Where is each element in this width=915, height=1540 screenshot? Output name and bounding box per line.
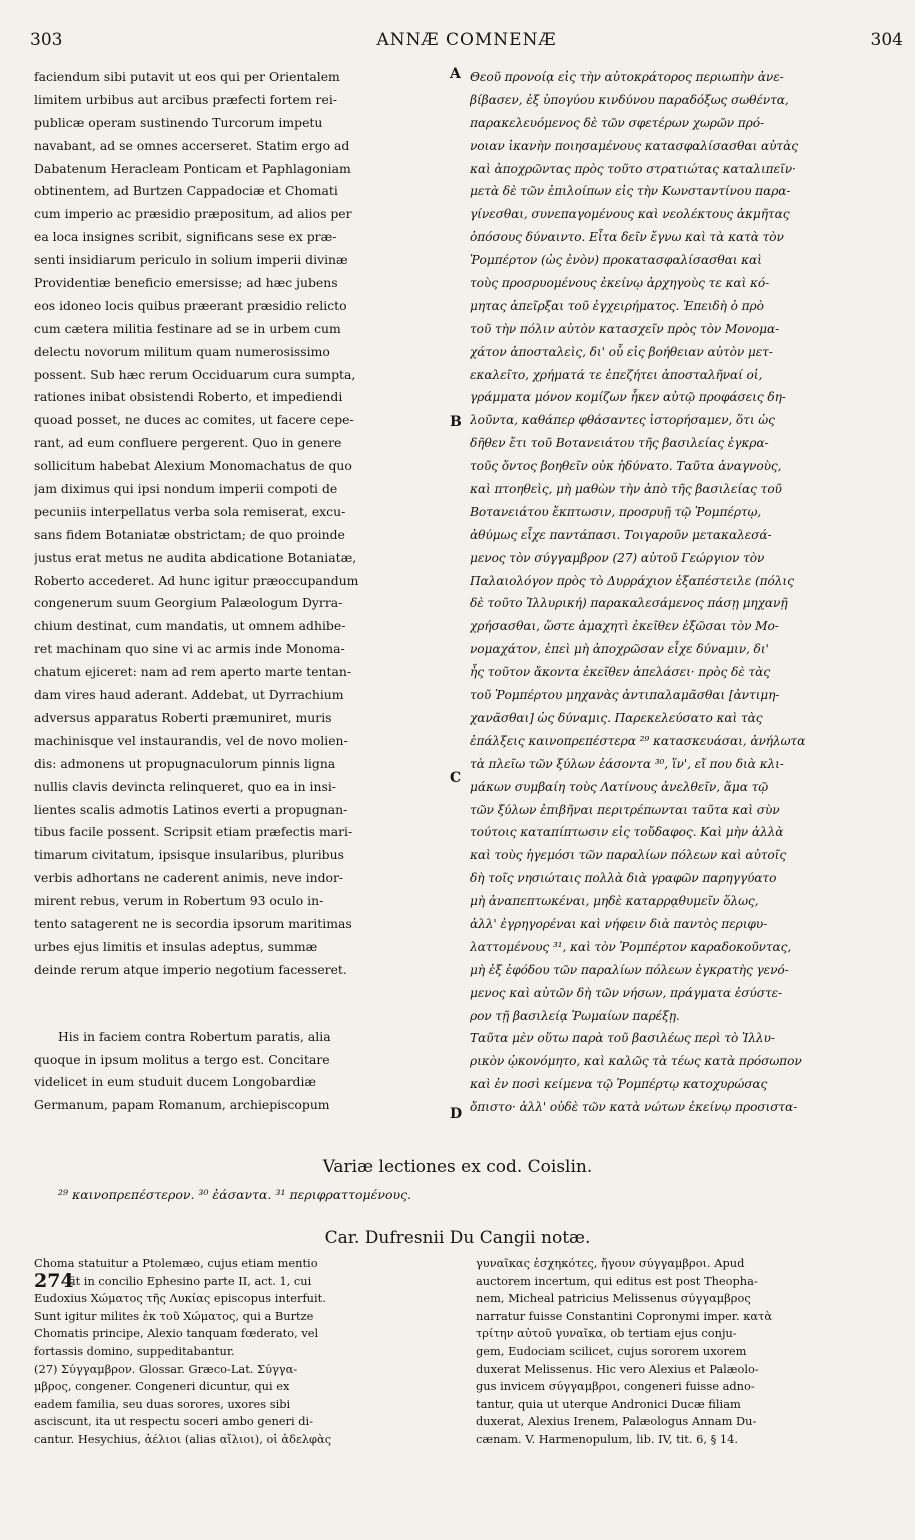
latin-line: jam diximus qui ipsi nondum imperii compoti de [34,481,338,497]
notae-heading: Car. Dufresnii Du Cangii notæ. [324,1228,591,1248]
greek-line: χανᾶσθαι] ὡς δύναμις. Παρεκελεύσατο καὶ τὰς [470,710,763,725]
greek-line: ἐπάλξεις καινοπρεπέστερα ²⁹ κατασκευάσαι, ἀνήλωτα [470,733,806,748]
latin-line: quoad posset, ne duces ac comites, ut facere cepe- [34,412,354,428]
note-line: gus invicem σύγγαμβροι, congeneri fuisse adno- [476,1379,755,1394]
latin-line: nullis clavis devincta relinqueret, quo ea in insi- [34,778,336,794]
variae-lectiones-text: ²⁹ καινοπρεπέστερον. ³⁰ ἐάσαντα. ³¹ περιφραττομένους. [58,1187,412,1202]
latin-line: senti insidiarum periculo in solium imperii divinæ [34,252,348,268]
greek-line: τοῦς ὄντος βοηθεῖν οὐκ ἠδύνατο. Ταῦτα ἀναγνοὺς, [470,459,782,474]
greek-line: μὴ ἀναπεπτωκέναι, μηδὲ καταρρᾳθυμεῖν ὅλως, [470,894,759,909]
latin-line: timarum civitatum, ipsisque insularibus, pluribus [34,847,344,863]
note-line: τρίτην αὐτοῦ γυναῖκα, ob tertiam ejus conju- [476,1326,737,1341]
greek-line: μενος τὸν σύγγαμβρον (27) αὐτοῦ Γεώργιον τὸν [470,550,765,565]
greek-line: Ταῦτα μὲν οὕτω παρὰ τοῦ βασιλέως περὶ τὸ Ἰλλυ- [470,1031,775,1046]
latin-line: dam vires haud aderant. Addebat, ut Dyrrachium [34,687,344,703]
note-line: μβρος, congener. Congeneri dicuntur, qui ex [34,1379,290,1394]
latin-line: tento satagerent ne is secordia ipsorum maritimas [34,915,352,931]
latin-line: Dabatenum Heracleam Ponticam et Paphlagoniam [34,160,351,176]
note-number: 274 [34,1270,74,1292]
margin-marker-c: C [450,770,462,786]
latin-line: cum cætera militia festinare ad se in urbem cum [34,320,341,336]
latin-line: limitem urbibus aut arcibus præfecti fortem rei- [34,91,337,107]
greek-line: ρον τῇ βασιλείᾳ Ῥωμαίων παρέξῃ. [470,1008,680,1023]
latin-line: pecuniis interpellatus verba sola remiserat, excu- [34,503,346,519]
greek-line: νοιαν ἱκανὴν ποιησαμένους κατασφαλίσασθαι αὐτὰς [470,138,798,153]
greek-line: ὄπιστο· ἀλλ' οὐδὲ τῶν κατὰ νώτων ἐκείνῳ προσιστα- [470,1100,798,1115]
latin-paragraph-2 [34,1026,446,1118]
greek-line: παρακελευόμενος δὲ τῶν σφετέρων χωρῶν πρό- [470,115,765,130]
latin-line: faciendum sibi putavit ut eos qui per Orientalem [34,69,340,84]
latin-line: chium destinat, cum mandatis, ut omnem adhibe- [34,618,346,634]
latin-line: rant, ad eum confluere pergerent. Quo in genere [34,435,342,451]
greek-line: ρικὸν ᾠκονόμητο, καὶ καλῶς τὰ τέως κατὰ πρόσωπον [470,1054,802,1069]
page-header [30,30,903,60]
greek-line: δὲ τοῦτο Ἰλλυρική) παρακαλεσάμενος πάσῃ μηχανῇ [470,596,788,611]
greek-line: καὶ τοὺς ἡγεμόσι τῶν παραλίων πόλεων καὶ αὐτοῖς [470,848,787,863]
greek-line: Βοτανειάτου ἔκπτωσιν, προσρυῇ τῷ Ῥομπέρτῳ, [470,504,762,519]
latin-line: possent. Sub hæc rerum Occiduarum cura sumpta, [34,366,356,382]
page-number-left: 303 [30,30,63,50]
greek-line: Θεοῦ προνοίᾳ εἰς τὴν αὐτοκράτορος περιωπὴν ἀνε- [470,70,784,84]
note-line: fortassis domino, suppeditabantur. [34,1343,235,1358]
greek-line: Παλαιολόγον πρὸς τὸ Δυρράχιον ἐξαπέστειλε (πόλις [470,573,794,588]
latin-line: sollicitum habebat Alexium Monomachatus de quo [34,458,352,474]
greek-line: τὰ πλεῖω τῶν ξύλων ἐάσοντα ³⁰, ἵν', εἴ που διὰ κλι- [470,756,784,771]
latin-line: quoque in ipsum molitus a tergo est. Concitare [34,1051,330,1067]
latin-line: videlicet in eum studuit ducem Longobardiæ [34,1074,317,1090]
latin-line: machinisque vel instaurandis, vel de novo molien- [34,732,348,748]
greek-line: μετὰ δὲ τῶν ἐπιλοίπων εἰς τὴν Κωνσταντίνου παρα- [470,184,791,199]
latin-line: chatum ejiceret: nam ad rem aperto marte tentan- [34,664,352,680]
note-line: Choma statuitur a Ptolemæo, cujus etiam mentio [34,1256,318,1270]
latin-line: sans fidem Botaniatæ obstrictam; de quo proinde [34,526,345,542]
greek-line: ἧς τοῦτον ἄκοντα ἐκεῖθεν ἀπελάσει· πρὸς δὲ τὰς [470,665,770,680]
greek-line: χρήσασθαι, ὥστε ἀμαχητὶ ἐκεῖθεν ἐξῶσαι τὸν Μο- [470,619,779,634]
latin-line: justus erat metus ne audita abdicatione Botaniatæ, [34,549,357,565]
note-line: γυναῖκας ἐσχηκότες, ἤγουν σύγγαμβροι. Apud [476,1256,745,1270]
greek-line: δὴ τοῖς νησιώταις πολλὰ διὰ γραφῶν παρηγγύατο [470,871,777,886]
running-title: ANNÆ COMNENÆ [376,30,557,50]
latin-line: Roberto accederet. Ad hunc igitur præoccupandum [34,572,359,588]
greek-line: λοῦντα, καθάπερ φθάσαντες ἱστορήσαμεν, ὅτι ὡς [470,413,775,428]
note-line: fit in concilio Ephesino parte II, act. 1, cui [68,1273,312,1288]
latin-line: ea loca insignes scribit, significans sese ex præ- [34,229,337,245]
greek-line: ἀθύμως εἶχε παντάπασι. Τοιγαροῦν μετακαλεσά- [470,527,772,542]
note-line: cænam. V. Harmenopulum, lib. IV, tit. 6, § 14. [476,1431,739,1446]
greek-line: μὴ ἐξ ἐφόδου τῶν παραλίων πόλεων ἐγκρατὴς γενό- [470,962,789,977]
margin-marker-d: D [450,1106,463,1122]
latin-line: ret machinam quo sine vi ac armis inde Monoma- [34,641,345,657]
latin-paragraph-1 [34,66,446,982]
note-line: cantur. Hesychius, ἀέλιοι (alias αἴλιοι), οἱ ἀδελφὰς [34,1431,332,1446]
greek-line: λαττομένους ³¹, καὶ τὸν Ῥομπέρτον καραδοκοῦντας, [470,939,792,954]
margin-marker-a: A [450,66,461,82]
latin-line: deinde rerum atque imperio negotium facesseret. [34,961,347,977]
latin-line: tibus facile possent. Scripsit etiam præfectis mari- [34,824,353,840]
greek-line: τοὺς προσρυομένους ἐκείνῳ ἀρχηγοὺς τε καὶ κό- [470,276,770,291]
greek-line: χάτον ἀποσταλεὶς, δι' οὗ εἰς βοήθειαν αὐτὸν μετ- [470,344,773,359]
note-line: Sunt igitur milites ἐκ τοῦ Χώματος, qui a Burtze [34,1308,314,1323]
latin-line: mirent rebus, verum in Robertum 93 oculo in- [34,893,324,909]
latin-line: urbes ejus limitis et insulas adeptus, summæ [34,938,318,954]
latin-line: obtinentem, ad Burtzen Cappadociæ et Chomati [34,183,338,199]
note-line: duxerat Melissenus. Hic vero Alexius et Palæolo- [476,1361,759,1376]
latin-line: rationes inibat obsistendi Roberto, et impediendi [34,389,343,405]
note-line: gem, Eudociam scilicet, cujus sororem uxorem [476,1343,747,1358]
greek-line: γίνεσθαι, συνεπαγομένους καὶ νεολέκτους ἀκμῆτας [470,207,790,222]
latin-line: congenerum suum Georgium Palæologum Dyrra- [34,595,343,611]
note-line: Eudoxius Χώματος τῆς Λυκίας episcopus interfuit. [34,1291,326,1306]
greek-line: μενος καὶ αὐτῶν δὴ τῶν νήσων, πράγματα ἐσύστε- [470,985,783,1000]
greek-line: εκαλεῖτο, χρήματά τε ἐπεζήτει ἀποσταλῆναί οἱ, [470,367,763,382]
latin-line: Germanum, papam Romanum, archiepiscopum [34,1097,330,1113]
greek-line: ἀλλ' ἐγρηγορέναι καὶ νήφειν διὰ παντὸς περιφυ- [470,916,768,931]
latin-line: publicæ operam sustinendo Turcorum impetu [34,114,323,130]
latin-line: His in faciem contra Robertum paratis, alia [58,1028,331,1044]
note-line: nem, Micheal patricius Melissenus σύγγαμβρος [476,1291,751,1306]
greek-line: καὶ ἀποχρῶντας πρὸς τοῦτο στρατιώτας καταλιπεῖν· [470,161,796,176]
greek-line: τοῦ Ῥομπέρτου μηχανὰς ἀντιπαλαμᾶσθαι [ἀντιμη- [470,688,780,703]
greek-line: νομαχάτον, ἐπεὶ μὴ ἀποχρῶσαν εἶχε δύναμιν, δι' [470,642,769,657]
note-line: narratur fuisse Constantini Copronymi imper. κατὰ [476,1308,773,1323]
page-number-right: 304 [870,30,903,50]
note-line: eadem familia, seu duas sorores, uxores sibi [34,1396,291,1411]
greek-line: μητας ἀπεῖρξαι τοῦ ἐγχειρήματος. Ἐπειδὴ ὁ πρὸ [470,298,764,313]
note-line: asciscunt, ita ut respectu soceri ambo generi di- [34,1414,314,1429]
latin-line: verbis adhortans ne caderent animis, neve indor- [34,870,344,886]
latin-line: delectu novorum militum quam numerosissimo [34,343,330,359]
note-line: (27) Σύγγαμβρον. Glossar. Græco-Lat. Σύγγα- [34,1361,298,1376]
latin-line: lientes scalis admotis Latinos everti a propugnan- [34,801,348,817]
note-line: tantur, quia ut uterque Andronici Ducæ filiam [476,1396,741,1411]
greek-line: καὶ πτοηθεὶς, μὴ μαθὼν τὴν ἀπὸ τῆς βασιλείας τοῦ [470,482,782,497]
latin-line: cum imperio ac præsidio præpositum, ad alios per [34,206,352,222]
greek-line: Ῥομπέρτον (ὡς ἐνὸν) προκατασφαλίσασθαι καὶ [470,253,762,268]
latin-line: Providentiæ beneficio emersisse; ad hæc jubens [34,275,338,291]
latin-line: navabant, ad se omnes accerseret. Statim ergo ad [34,137,350,153]
note-line: Chomatis principe, Alexio tanquam fœderato, vel [34,1326,319,1341]
latin-line: eos idoneo locis quibus præerant præsidio relicto [34,297,347,313]
greek-line: καὶ ἐν ποσὶ κείμενα τῷ Ῥομπέρτῳ κατοχυρώσας [470,1077,768,1092]
latin-line: adversus apparatus Roberti præmuniret, muris [34,709,332,725]
latin-column [34,66,446,1117]
greek-line: βίβασεν, ἐξ ὑπογύου κινδύνου παραδόξως σωθέντα, [470,92,789,107]
greek-line: ὁπόσους δύναιντο. Εἶτα δεῖν ἔγνω καὶ τὰ κατὰ τὸν [470,230,784,245]
greek-line: γράμματα μόνον κομίζων ἧκεν αὐτῷ προφάσεις δη- [470,390,786,405]
greek-column [470,66,902,1119]
greek-line: τούτοις καταπίπτωσιν εἰς τοὔδαφος. Καὶ μὴν ἀλλὰ [470,825,784,840]
greek-line: τοῦ τὴν πόλιν αὐτὸν κατασχεῖν πρὸς τὸν Μονομα- [470,321,780,336]
greek-line: μάκων συμβαίη τοὺς Λατίνους ἀνελθεῖν, ἅμα τῷ [470,779,769,794]
notes-left-column [34,1255,454,1449]
variae-lectiones-heading: Variæ lectiones ex cod. Coislin. [322,1157,593,1177]
greek-line: δῆθεν ἔτι τοῦ Βοτανειάτου τῆς βασιλείας ἐγκρα- [470,436,769,451]
latin-line: dis: admonens ut propugnaculorum pinnis ligna [34,755,336,771]
note-line: duxerat, Alexius Irenem, Palæologus Annam Du- [476,1414,757,1429]
note-line: auctorem incertum, qui editus est post Theopha- [476,1273,758,1288]
margin-marker-b: B [450,414,462,430]
notes-right-column [476,1255,904,1449]
greek-line: τῶν ξύλων ἐπιβῆναι περιτρέπωνται ταῦτα καὶ σὺν [470,802,780,817]
